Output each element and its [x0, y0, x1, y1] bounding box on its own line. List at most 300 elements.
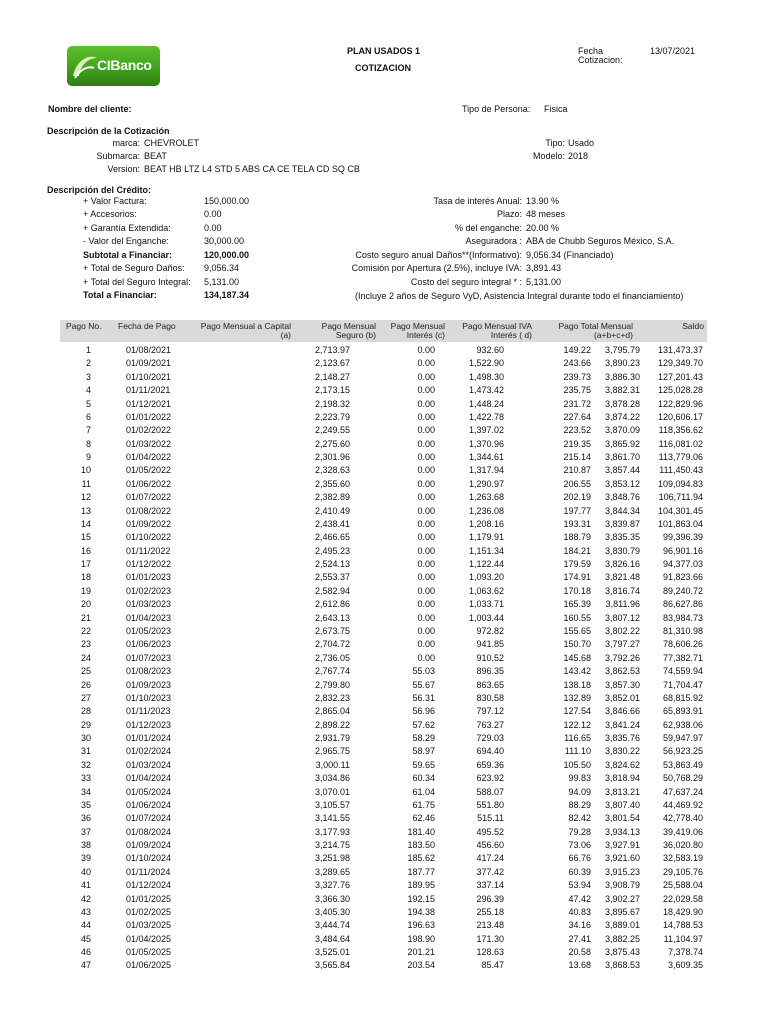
- cell-saldo: 120,606.17: [657, 411, 703, 422]
- cell-iva: 105.50: [563, 759, 591, 770]
- cell-seguro: 0.00: [417, 652, 435, 663]
- cell-saldo: 47,637.24: [662, 786, 703, 797]
- cell-seguro: 192.15: [407, 893, 435, 904]
- cell-seguro: 61.04: [412, 786, 435, 797]
- cell-total: 3,886.30: [604, 371, 640, 382]
- table-row: [60, 692, 707, 705]
- cell-total: 3,824.62: [604, 759, 640, 770]
- table-row: [60, 398, 707, 411]
- cell-seguro: 55.67: [412, 679, 435, 690]
- th-total: [558, 322, 633, 340]
- table-row: [60, 625, 707, 638]
- table-row: [60, 772, 707, 785]
- table-row: [60, 518, 707, 531]
- cell-capital: 3,251.98: [314, 853, 350, 864]
- enganche-label: - Valor del Enganche:: [83, 236, 169, 246]
- cell-interes: 1,063.62: [468, 585, 504, 596]
- cell-pago-no: 22: [80, 625, 91, 636]
- cell-interes: 863.65: [476, 679, 504, 690]
- cell-capital: 2,410.49: [314, 505, 350, 516]
- cell-fecha: 01/08/2021: [126, 345, 172, 355]
- cell-fecha: 01/12/2022: [126, 559, 172, 570]
- cell-iva: 179.59: [563, 559, 591, 570]
- cell-capital: 2,328.63: [314, 465, 350, 476]
- seguro-nota: (Incluye 2 años de Seguro VyD, Asistencia Integral durante todo el financiamiento): [355, 291, 684, 301]
- cell-seguro: 0.00: [417, 585, 435, 596]
- cell-fecha: 01/01/2023: [126, 572, 172, 583]
- cell-total: 3,795.79: [604, 345, 640, 355]
- cell-interes: 1,151.34: [468, 545, 504, 556]
- cell-total: 3,902.27: [604, 893, 640, 904]
- cell-fecha: 01/05/2022: [126, 465, 172, 476]
- seguro-integral-label: + Total del Seguro Integral:: [83, 277, 191, 287]
- table-row: [60, 357, 707, 370]
- cell-interes: 337.14: [476, 880, 504, 891]
- cell-capital: 2,865.04: [314, 706, 350, 717]
- cell-interes: 1,033.71: [468, 599, 504, 610]
- cell-capital: 2,898.22: [314, 719, 350, 730]
- cell-seguro: 0.00: [417, 411, 435, 422]
- cell-seguro: 0.00: [417, 572, 435, 583]
- cell-pago-no: 39: [80, 853, 91, 864]
- modelo-label: Modelo:: [532, 151, 565, 161]
- table-row: [60, 906, 707, 919]
- table-row: [60, 919, 707, 932]
- nombre-cliente-label: Nombre del cliente:: [48, 104, 132, 114]
- table-row: [60, 585, 707, 598]
- th-seguro-line2: Seguro (b): [335, 330, 376, 340]
- quote-section-title: Descripción de la Cotización: [47, 126, 170, 136]
- cell-capital: 3,177.93: [314, 826, 350, 837]
- cell-capital: 2,832.23: [314, 692, 350, 703]
- cell-fecha: 01/11/2024: [126, 866, 171, 877]
- th-capital: [201, 322, 291, 340]
- cell-iva: 215.14: [563, 452, 591, 463]
- cell-interes: 1,122.44: [468, 559, 504, 570]
- cell-capital: 2,767.74: [314, 666, 350, 677]
- cell-pago-no: 33: [80, 773, 91, 784]
- cell-iva: 40.83: [568, 906, 591, 917]
- cell-capital: 3,366.30: [314, 893, 350, 904]
- cell-iva: 227.64: [563, 411, 591, 422]
- cell-fecha: 01/07/2023: [126, 652, 172, 663]
- cell-saldo: 56,923.25: [662, 746, 703, 757]
- th-fecha: Fecha de Pago: [118, 321, 176, 331]
- tipo-persona-label: Tipo de Persona:: [462, 104, 531, 114]
- cell-seguro: 185.62: [407, 853, 435, 864]
- cell-interes: 1,522.90: [468, 358, 504, 369]
- cell-seguro: 0.00: [417, 398, 435, 409]
- cell-seguro: 0.00: [417, 599, 435, 610]
- pct-enganche-label: % del enganche:: [454, 223, 522, 233]
- cell-interes: 1,498.30: [468, 371, 504, 382]
- cell-interes: 1,344.61: [468, 452, 504, 463]
- table-row: [60, 531, 707, 544]
- cell-capital: 2,198.32: [314, 398, 350, 409]
- cell-fecha: 01/02/2024: [126, 746, 172, 757]
- table-row: [60, 612, 707, 625]
- cell-capital: 2,223.79: [314, 411, 350, 422]
- cell-seguro: 0.00: [417, 559, 435, 570]
- submarca-value: BEAT: [144, 151, 167, 161]
- cell-pago-no: 18: [80, 572, 91, 583]
- cell-fecha: 01/03/2024: [126, 759, 172, 770]
- cell-iva: 206.55: [563, 478, 591, 489]
- modelo-value: 2018: [568, 151, 589, 161]
- cell-capital: 3,327.76: [314, 880, 350, 891]
- cell-iva: 235.75: [563, 385, 591, 396]
- table-row: [60, 665, 707, 678]
- cell-total: 3,927.91: [604, 840, 640, 851]
- subtotal-label: Subtotal a Financiar:: [83, 250, 173, 260]
- cell-total: 3,857.44: [604, 465, 640, 476]
- cell-pago-no: 45: [80, 933, 91, 944]
- cell-interes: 1,093.20: [468, 572, 504, 583]
- tipo-persona-value: Fisica: [544, 104, 568, 114]
- cell-interes: 1,473.42: [468, 385, 504, 396]
- cell-iva: 116.65: [564, 733, 591, 744]
- cell-fecha: 01/06/2025: [126, 960, 172, 971]
- cell-saldo: 125,028.28: [657, 385, 703, 396]
- tasa-label: Tasa de interés Anual:: [433, 196, 522, 206]
- cell-pago-no: 40: [80, 866, 91, 877]
- cell-fecha: 01/09/2023: [126, 679, 172, 690]
- cell-saldo: 99,396.39: [662, 532, 703, 543]
- cell-saldo: 39,419.06: [662, 826, 703, 837]
- cell-seguro: 0.00: [417, 358, 435, 369]
- costo-integral-value: 5,131.00: [526, 277, 562, 287]
- cell-capital: 2,275.60: [314, 438, 350, 449]
- cell-saldo: 77,382.71: [662, 652, 703, 663]
- cell-iva: 111.10: [564, 746, 591, 757]
- cell-iva: 149.22: [563, 345, 591, 355]
- cell-capital: 3,214.75: [314, 840, 350, 851]
- cell-iva: 165.39: [563, 599, 591, 610]
- cell-seguro: 55.03: [412, 666, 435, 677]
- cell-iva: 88.29: [568, 799, 591, 810]
- cell-total: 3,818.94: [604, 773, 640, 784]
- cell-iva: 94.09: [568, 786, 591, 797]
- table-row: [60, 933, 707, 946]
- cell-capital: 2,643.13: [314, 612, 350, 623]
- cell-seguro: 59.65: [412, 759, 435, 770]
- cell-fecha: 01/03/2022: [126, 438, 172, 449]
- cell-interes: 456.60: [476, 840, 504, 851]
- cell-interes: 797.12: [476, 706, 504, 717]
- cell-seguro: 0.00: [417, 425, 435, 436]
- cell-interes: 1,370.96: [468, 438, 504, 449]
- cell-fecha: 01/04/2022: [126, 452, 172, 463]
- cell-seguro: 0.00: [417, 385, 435, 396]
- table-row: [60, 424, 707, 437]
- cell-interes: 623.92: [476, 773, 504, 784]
- cell-pago-no: 17: [80, 559, 91, 570]
- cell-saldo: 94,377.03: [662, 559, 703, 570]
- tipo-value: Usado: [568, 138, 595, 148]
- cell-interes: 551.80: [476, 799, 504, 810]
- cell-interes: 255.18: [476, 906, 504, 917]
- cell-seguro: 0.00: [417, 612, 435, 623]
- seguro-danos-label: + Total de Seguro Daños:: [83, 263, 185, 273]
- valor-factura-label: + Valor Factura:: [83, 196, 147, 206]
- cell-interes: 1,003.44: [468, 612, 504, 623]
- table-row: [60, 478, 707, 491]
- cell-pago-no: 4: [85, 385, 91, 396]
- table-row: [60, 839, 707, 852]
- cell-capital: 3,405.30: [314, 906, 350, 917]
- cell-saldo: 29,105.76: [662, 866, 703, 877]
- table-row: [60, 598, 707, 611]
- cell-iva: 145.68: [563, 652, 591, 663]
- cell-interes: 588.07: [476, 786, 504, 797]
- plazo-value: 48 meses: [526, 209, 566, 219]
- cell-iva: 184.21: [563, 545, 591, 556]
- cell-capital: 3,070.01: [314, 786, 350, 797]
- cell-fecha: 01/12/2024: [126, 880, 172, 891]
- cell-interes: 171.30: [476, 933, 504, 944]
- cell-total: 3,921.60: [604, 853, 640, 864]
- cell-saldo: 89,240.72: [662, 585, 703, 596]
- table-row: [60, 451, 707, 464]
- cell-saldo: 109,094.83: [657, 478, 703, 489]
- cell-total: 3,908.79: [604, 880, 640, 891]
- cell-seguro: 201.21: [407, 947, 435, 958]
- cell-total: 3,852.01: [604, 692, 640, 703]
- cell-pago-no: 10: [80, 465, 91, 476]
- cell-total: 3,830.79: [604, 545, 640, 556]
- cell-capital: 3,525.01: [314, 947, 350, 958]
- cell-saldo: 116,081.02: [658, 438, 703, 449]
- cell-capital: 2,965.75: [314, 746, 350, 757]
- cell-pago-no: 41: [80, 880, 91, 891]
- cell-total: 3,830.22: [604, 746, 640, 757]
- cell-interes: 128.63: [476, 947, 504, 958]
- marca-label: marca:: [112, 138, 140, 148]
- cell-interes: 729.03: [476, 733, 504, 744]
- cell-saldo: 50,768.29: [662, 773, 703, 784]
- cell-fecha: 01/07/2022: [126, 492, 172, 503]
- cell-fecha: 01/04/2025: [126, 933, 172, 944]
- cell-fecha: 01/11/2022: [126, 545, 171, 556]
- cell-pago-no: 6: [85, 411, 91, 422]
- cell-iva: 150.70: [563, 639, 591, 650]
- cell-iva: 127.54: [563, 706, 591, 717]
- cell-fecha: 01/10/2024: [126, 853, 172, 864]
- cell-fecha: 01/02/2022: [126, 425, 172, 436]
- cell-capital: 3,000.11: [315, 759, 350, 770]
- cell-pago-no: 43: [80, 906, 91, 917]
- th-iva-line1: Pago Mensual IVA: [462, 321, 532, 331]
- cell-saldo: 78,606.26: [662, 639, 703, 650]
- cell-pago-no: 1: [85, 345, 91, 355]
- table-row: [60, 786, 707, 799]
- cell-fecha: 01/06/2024: [126, 799, 172, 810]
- fecha-value: 13/07/2021: [650, 46, 696, 56]
- table-row: [60, 545, 707, 558]
- cell-total: 3,826.16: [604, 559, 640, 570]
- cell-seguro: 0.00: [417, 478, 435, 489]
- cell-interes: 910.52: [476, 652, 504, 663]
- cell-interes: 1,208.16: [468, 518, 504, 529]
- cell-fecha: 01/10/2021: [126, 371, 172, 382]
- cell-interes: 377.42: [476, 866, 504, 877]
- fecha-label-2: Cotizacion:: [578, 55, 623, 65]
- cell-seguro: 61.75: [412, 799, 435, 810]
- th-interes-line1: Pago Mensual: [390, 321, 445, 331]
- cell-total: 3,895.67: [604, 906, 640, 917]
- cell-seguro: 203.54: [407, 960, 435, 971]
- cell-capital: 2,673.75: [314, 625, 350, 636]
- table-row: [60, 438, 707, 451]
- cell-fecha: 01/01/2025: [126, 893, 172, 904]
- cell-fecha: 01/09/2024: [126, 840, 172, 851]
- cell-fecha: 01/10/2023: [126, 692, 172, 703]
- cell-iva: 132.89: [563, 692, 591, 703]
- cell-interes: 296.39: [476, 893, 504, 904]
- cell-capital: 2,495.23: [314, 545, 350, 556]
- cell-saldo: 36,020.80: [662, 840, 703, 851]
- cell-total: 3,807.12: [604, 612, 640, 623]
- cell-seguro: 0.00: [417, 465, 435, 476]
- cell-iva: 202.19: [563, 492, 591, 503]
- cell-fecha: 01/06/2022: [126, 478, 172, 489]
- cell-saldo: 22,029.58: [662, 893, 703, 904]
- cell-total: 3,868.53: [604, 960, 640, 971]
- table-row: [60, 491, 707, 504]
- cell-saldo: 3,609.35: [667, 960, 703, 971]
- cell-seguro: 58.29: [412, 733, 435, 744]
- cell-iva: 155.65: [563, 625, 591, 636]
- cell-total: 3,857.30: [604, 679, 640, 690]
- cell-saldo: 81,310.98: [662, 625, 703, 636]
- cell-interes: 1,397.02: [468, 425, 504, 436]
- cell-capital: 2,524.13: [314, 559, 350, 570]
- cell-pago-no: 14: [80, 518, 91, 529]
- cell-capital: 3,034.86: [314, 773, 350, 784]
- tasa-value: 13.90 %: [526, 196, 560, 206]
- cell-fecha: 01/12/2021: [126, 398, 172, 409]
- cell-pago-no: 20: [80, 599, 91, 610]
- pct-enganche-value: 20.00 %: [526, 223, 560, 233]
- cell-seguro: 0.00: [417, 492, 435, 503]
- cell-iva: 188.79: [563, 532, 591, 543]
- cell-total: 3,846.66: [604, 706, 640, 717]
- cell-pago-no: 9: [85, 452, 91, 463]
- cell-capital: 2,355.60: [314, 478, 350, 489]
- th-pago-no: Pago No.: [66, 321, 102, 331]
- cell-iva: 20.58: [568, 947, 591, 958]
- cell-iva: 243.66: [563, 358, 591, 369]
- cell-saldo: 122,829.96: [657, 398, 703, 409]
- cell-seguro: 196.63: [407, 920, 435, 931]
- cell-total: 3,878.28: [604, 398, 640, 409]
- cell-pago-no: 7: [85, 425, 91, 436]
- cell-saldo: 106,711.94: [658, 492, 703, 503]
- cell-capital: 2,582.94: [314, 585, 350, 596]
- comision-label: Comisión por Apertura (2.5%), incluye IVA:: [351, 263, 522, 273]
- cell-iva: 47.42: [568, 893, 591, 904]
- enganche-value: 30,000.00: [204, 236, 245, 246]
- costo-integral-label: Costo del seguro integral * :: [410, 277, 522, 287]
- cell-saldo: 68,815.92: [662, 692, 703, 703]
- cell-total: 3,874.22: [604, 411, 640, 422]
- cell-fecha: 01/08/2022: [126, 505, 172, 516]
- cell-capital: 2,382.89: [314, 492, 350, 503]
- table-row: [60, 719, 707, 732]
- cell-seguro: 0.00: [417, 639, 435, 650]
- table-row: [60, 826, 707, 839]
- cell-iva: 231.72: [563, 398, 591, 409]
- table-row: [60, 679, 707, 692]
- plazo-label: Plazo:: [496, 209, 522, 219]
- cell-interes: 694.40: [476, 746, 504, 757]
- cell-saldo: 14,788.53: [662, 920, 703, 931]
- cell-interes: 763.27: [476, 719, 504, 730]
- cell-pago-no: 21: [80, 612, 91, 623]
- cell-iva: 138.18: [563, 679, 591, 690]
- cibanco-logo: [67, 46, 160, 86]
- cell-total: 3,841.24: [604, 719, 640, 730]
- cell-interes: 1,236.08: [468, 505, 504, 516]
- cell-capital: 2,799.80: [314, 679, 350, 690]
- cell-seguro: 56.96: [412, 706, 435, 717]
- cell-seguro: 0.00: [417, 532, 435, 543]
- cell-saldo: 18,429.90: [662, 906, 703, 917]
- valor-factura-value: 150,000.00: [204, 196, 250, 206]
- table-row: [60, 705, 707, 718]
- cell-capital: 3,565.84: [314, 960, 350, 971]
- cell-total: 3,882.31: [604, 385, 640, 396]
- cell-iva: 66.76: [568, 853, 591, 864]
- cell-capital: 2,249.55: [314, 425, 350, 436]
- cell-interes: 515.11: [477, 813, 504, 824]
- cell-saldo: 113,779.06: [658, 452, 703, 463]
- cell-total: 3,797.27: [604, 639, 640, 650]
- table-row: [60, 558, 707, 571]
- table-row: [60, 799, 707, 812]
- table-row: [60, 866, 707, 879]
- cell-fecha: 01/11/2023: [126, 706, 171, 717]
- th-iva: [462, 322, 532, 340]
- marca-value: CHEVROLET: [144, 138, 200, 148]
- cell-total: 3,934.13: [604, 826, 640, 837]
- cell-iva: 73.06: [568, 840, 591, 851]
- cell-seguro: 183.50: [407, 840, 435, 851]
- cell-saldo: 7,378.74: [667, 947, 703, 958]
- cell-iva: 174.91: [563, 572, 591, 583]
- cell-pago-no: 11: [81, 478, 91, 489]
- cell-interes: 1,179.91: [468, 532, 504, 543]
- doc-type-title: COTIZACION: [355, 63, 411, 73]
- cell-iva: 143.42: [563, 666, 591, 677]
- cell-iva: 210.87: [563, 465, 591, 476]
- cell-interes: 85.47: [481, 960, 504, 971]
- cell-capital: 2,704.72: [314, 639, 350, 650]
- cell-seguro: 0.00: [417, 518, 435, 529]
- cell-capital: 2,148.27: [314, 371, 350, 382]
- cell-capital: 3,105.57: [314, 799, 350, 810]
- cell-total: 3,816.74: [604, 585, 640, 596]
- th-seguro-line1: Pago Mensual: [321, 321, 376, 331]
- cell-saldo: 104,301.45: [657, 505, 703, 516]
- cell-saldo: 44,469.92: [662, 799, 703, 810]
- aseguradora-label: Aseguradora :: [465, 236, 522, 246]
- table-row: [60, 384, 707, 397]
- version-value: BEAT HB LTZ L4 STD 5 ABS CA CE TELA CD SQ CB: [144, 164, 360, 174]
- th-interes: [391, 322, 445, 340]
- submarca-label: Submarca:: [96, 151, 140, 161]
- costo-seguro-value: 9,056.34 (Financiado): [526, 250, 614, 260]
